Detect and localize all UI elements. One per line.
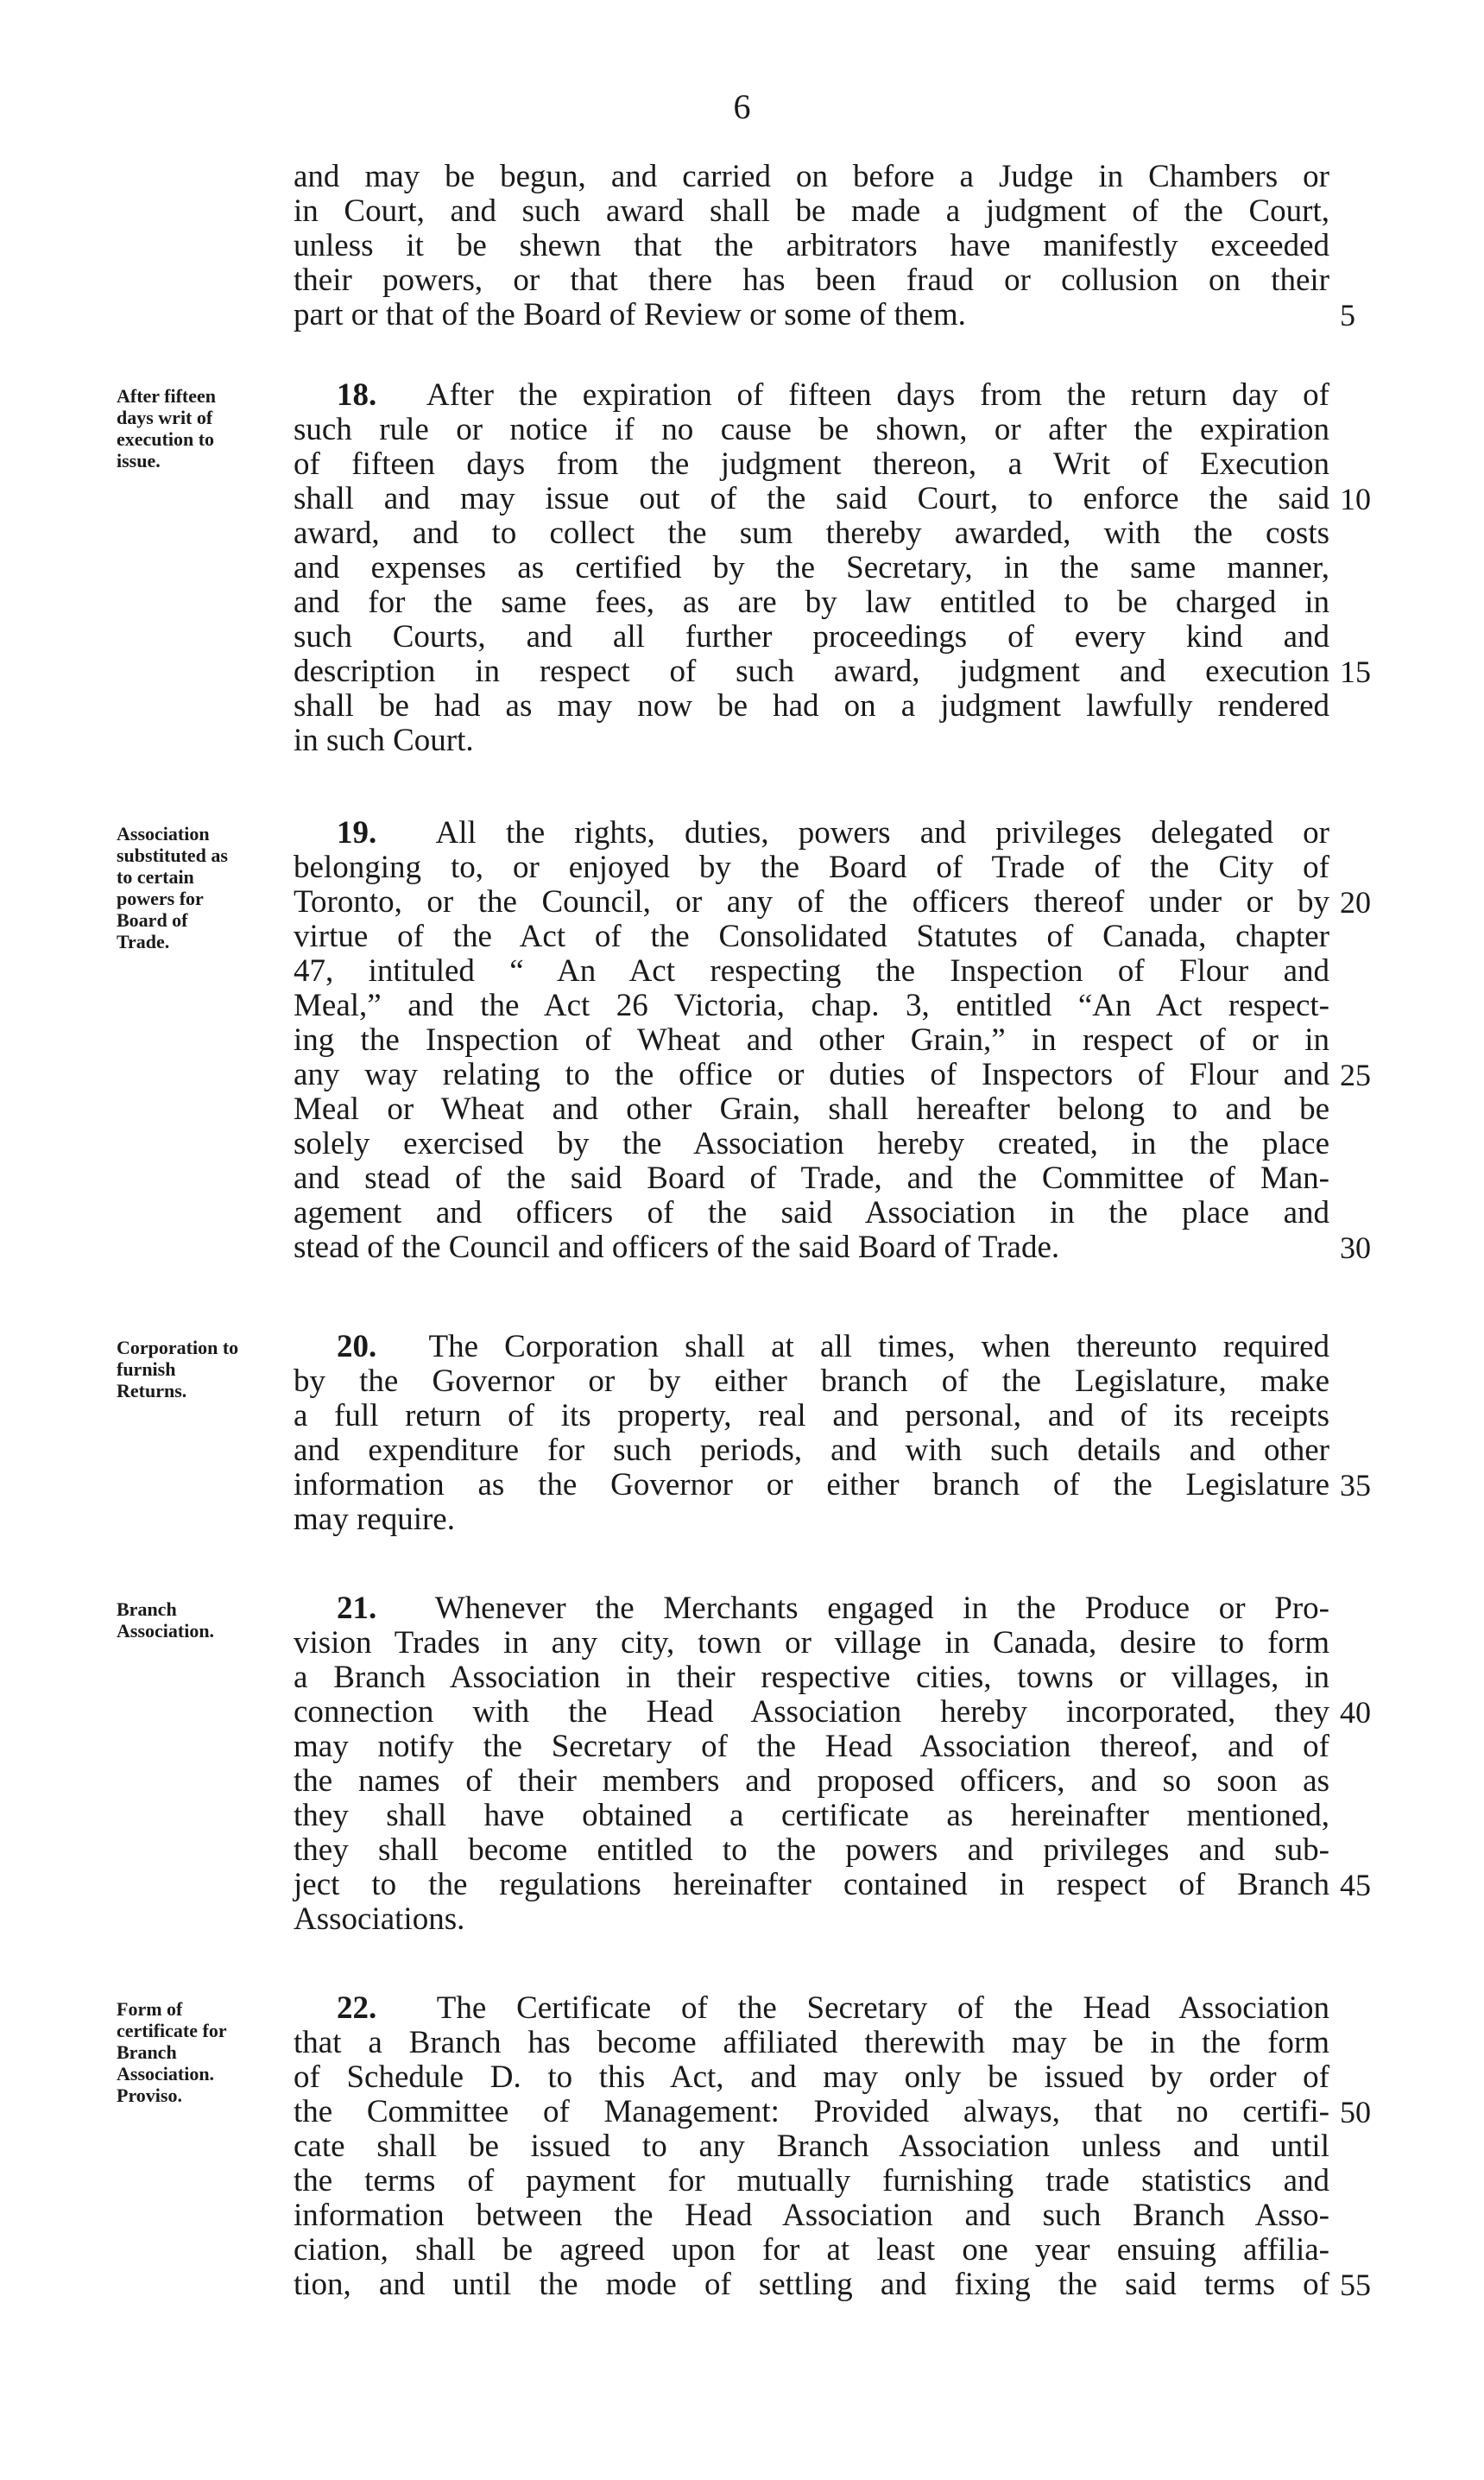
text-line	[294, 1467, 1371, 1503]
text-line	[294, 1867, 1371, 1902]
line-text: Meal,” and the Act 26 Victoria, chap. 3, entitled “An Act respect-	[294, 988, 1329, 1023]
line-text: Whenever the Merchants engaged in the Produce or Pro-	[434, 1591, 1329, 1626]
marginal-note	[117, 1998, 289, 2106]
marginal-note-line: furnish	[117, 1358, 176, 1380]
text-line	[294, 689, 1329, 724]
text-line	[294, 1991, 1329, 2026]
marginal-note-line: Form of	[117, 1998, 183, 2020]
line-text: 47, intituled “ An Act respecting the Inspection of Flour and	[294, 953, 1329, 989]
text-line	[294, 1330, 1329, 1364]
text-line	[294, 1799, 1329, 1833]
line-text: shall be had as may now be had on a judgment lawfully rendered	[294, 688, 1329, 724]
line-text: description in respect of such award, judgment and execution	[294, 654, 1329, 689]
text-line	[294, 1626, 1329, 1661]
line-text: in Court, and such award shall be made a judgment of the Court,	[294, 193, 1329, 229]
section-paragraph	[294, 159, 1355, 332]
line-text: unless it be shewn that the arbitrators have manifestly exceeded	[294, 228, 1329, 263]
line-text: solely exercised by the Association hereby created, in the place	[294, 1126, 1329, 1161]
line-number: 5	[1340, 298, 1355, 332]
line-text: they shall become entitled to the powers and privileges and sub-	[294, 1832, 1329, 1868]
text-line	[294, 1092, 1329, 1127]
text-line	[294, 816, 1329, 851]
text-line	[294, 1196, 1329, 1231]
text-line	[294, 2164, 1329, 2198]
marginal-note-line: to certain	[117, 866, 194, 888]
line-text: the Committee of Management: Provided always, that no certifi-	[294, 2094, 1329, 2129]
line-text: Meal or Wheat and other Grain, shall hereafter belong to and be	[294, 1091, 1329, 1127]
line-text: stead of the Council and officers of the said Board of Trade.	[294, 1230, 1060, 1265]
section-number: 22.	[337, 1990, 407, 2026]
line-number: 40	[1340, 1695, 1371, 1730]
line-number: 20	[1340, 885, 1371, 920]
line-text: in such Court.	[294, 723, 474, 758]
line-text: such Courts, and all further proceedings of every kind and	[294, 619, 1329, 655]
section-paragraph	[294, 1990, 1371, 2302]
line-text: part or that of the Board of Review or some of them.	[294, 297, 966, 332]
line-text: information between the Head Association and such Branch Asso-	[294, 2198, 1329, 2233]
line-text: The Corporation shall at all times, when thereunto required	[428, 1329, 1330, 1364]
marginal-note-line: Proviso.	[117, 2085, 182, 2106]
text-line	[294, 2267, 1371, 2302]
marginal-note	[117, 823, 289, 952]
marginal-note-line: Corporation to	[117, 1337, 239, 1358]
marginal-note-line: Association	[117, 823, 210, 845]
marginal-note-line: After fifteen	[117, 385, 217, 407]
text-line	[294, 194, 1329, 229]
line-number: 15	[1340, 655, 1371, 689]
line-text: ciation, shall be agreed upon for at least one year ensuing affilia-	[294, 2232, 1329, 2268]
text-line	[294, 1833, 1329, 1868]
section-number: 21.	[337, 1591, 406, 1626]
text-line	[294, 447, 1329, 482]
text-line	[294, 1433, 1329, 1468]
text-line	[294, 1694, 1371, 1730]
line-text: tion, and until the mode of settling and fixing the said terms of	[294, 2267, 1329, 2302]
marginal-note	[117, 385, 289, 471]
marginal-note-line: Association.	[117, 1620, 215, 1642]
text-line	[294, 229, 1329, 263]
line-text: a full return of its property, real and personal, and of its receipts	[294, 1398, 1329, 1433]
section-paragraph	[294, 1329, 1371, 1537]
line-text: ing the Inspection of Wheat and other Grain,” in respect of or in	[294, 1022, 1329, 1058]
text-line	[294, 1764, 1329, 1799]
marginal-note-line: Branch	[117, 2041, 177, 2063]
line-text: award, and to collect the sum thereby awarded, with the costs	[294, 516, 1329, 551]
line-text: they shall have obtained a certificate as hereinafter mentioned,	[294, 1798, 1329, 1833]
line-text: a Branch Association in their respective cities, towns or villages, in	[294, 1660, 1329, 1695]
line-text: of Schedule D. to this Act, and may only be issued by order of	[294, 2059, 1329, 2095]
text-line	[294, 724, 1329, 758]
marginal-note-line: days writ of	[117, 407, 213, 428]
section-paragraph	[294, 377, 1371, 758]
line-text: and expenditure for such periods, and with such details and other	[294, 1433, 1329, 1468]
line-number: 50	[1340, 2095, 1371, 2129]
text-line	[294, 160, 1329, 194]
line-text: information as the Governor or either branch of the Legislature	[294, 1467, 1329, 1503]
text-line	[294, 585, 1329, 620]
text-line	[294, 551, 1329, 585]
marginal-note-line: Association.	[117, 2063, 215, 2085]
section-number: 20.	[337, 1329, 403, 1364]
marginal-note-line: execution to	[117, 428, 215, 450]
text-line	[294, 1503, 1329, 1537]
marginal-note	[117, 1598, 289, 1642]
text-line	[294, 989, 1329, 1023]
text-line	[294, 481, 1371, 516]
marginal-note-line: Branch	[117, 1598, 177, 1620]
line-text: any way relating to the office or duties of Inspectors of Flour and	[294, 1057, 1329, 1092]
text-line	[294, 2233, 1329, 2268]
line-number: 45	[1340, 1868, 1371, 1902]
line-text: cate shall be issued to any Branch Association unless and until	[294, 2129, 1329, 2164]
text-line	[294, 620, 1329, 655]
text-line	[294, 954, 1329, 989]
text-line	[294, 851, 1329, 885]
line-text: may require.	[294, 1502, 455, 1537]
line-text: such rule or notice if no cause be shown, or after the expiration	[294, 412, 1329, 447]
marginal-note-line: Trade.	[117, 931, 170, 952]
marginal-note-line: issue.	[117, 450, 161, 471]
line-text: ject to the regulations hereinafter contained in respect of Branch	[294, 1867, 1329, 1902]
line-number: 10	[1340, 482, 1371, 516]
line-text: shall and may issue out of the said Court, to enforce the said	[294, 481, 1329, 516]
line-number: 35	[1340, 1468, 1371, 1503]
line-text: and expenses as certified by the Secretary, in the same manner,	[294, 550, 1329, 585]
line-text: agement and officers of the said Association in the place and	[294, 1195, 1329, 1231]
page-number: 6	[733, 87, 751, 126]
text-line	[294, 2060, 1329, 2095]
section-paragraph	[294, 1591, 1371, 1937]
line-number: 55	[1340, 2268, 1371, 2302]
marginal-note-line: substituted as	[117, 845, 228, 866]
marginal-note-line: powers for	[117, 888, 204, 909]
text-line	[294, 1057, 1371, 1092]
line-text: of fifteen days from the judgment thereon, a Writ of Execution	[294, 446, 1329, 482]
section-number: 19.	[337, 815, 407, 851]
section-number: 18.	[337, 377, 402, 413]
line-text: the terms of payment for mutually furnishing trade statistics and	[294, 2163, 1329, 2198]
marginal-note-line: Returns.	[117, 1380, 187, 1401]
line-text: All the rights, duties, powers and privileges delegated or	[435, 815, 1330, 851]
text-line	[294, 2026, 1329, 2060]
line-number: 30	[1340, 1231, 1371, 1265]
line-text: virtue of the Act of the Consolidated Statutes of Canada, chapter	[294, 919, 1329, 954]
section-paragraph	[294, 815, 1371, 1265]
text-line	[294, 1364, 1329, 1399]
line-text: the names of their members and proposed officers, and so soon as	[294, 1763, 1329, 1799]
line-text: The Certificate of the Secretary of the Head Association	[436, 1990, 1329, 2026]
text-line	[294, 2094, 1371, 2129]
line-text: connection with the Head Association hereby incorporated, they	[294, 1694, 1329, 1730]
line-text: Associations.	[294, 1901, 465, 1937]
line-text: their powers, or that there has been fraud or collusion on their	[294, 263, 1329, 298]
text-line	[294, 413, 1329, 447]
marginal-note-line: certificate for	[117, 2020, 227, 2041]
line-text: vision Trades in any city, town or village in Canada, desire to form	[294, 1625, 1329, 1661]
line-text: and for the same fees, as are by law entitled to be charged in	[294, 585, 1329, 620]
line-text: by the Governor or by either branch of the Legislature, make	[294, 1363, 1329, 1399]
text-line	[294, 297, 1355, 332]
text-line	[294, 263, 1329, 298]
text-line	[294, 1230, 1371, 1265]
text-line	[294, 654, 1371, 689]
text-line	[294, 920, 1329, 954]
text-line	[294, 884, 1371, 920]
line-text: belonging to, or enjoyed by the Board of Trade of the City of	[294, 850, 1329, 885]
text-line	[294, 2198, 1329, 2233]
line-text: that a Branch has become affiliated therewith may be in the form	[294, 2025, 1329, 2060]
text-line	[294, 1730, 1329, 1764]
marginal-note	[117, 1337, 289, 1401]
line-text: Toronto, or the Council, or any of the officers thereof under or by	[294, 884, 1329, 920]
line-text: and may be begun, and carried on before a Judge in Chambers or	[294, 159, 1329, 194]
line-text: and stead of the said Board of Trade, and the Committee of Man-	[294, 1161, 1329, 1196]
text-line	[294, 378, 1329, 413]
line-text: After the expiration of fifteen days from the return day of	[426, 377, 1329, 413]
line-number: 25	[1340, 1058, 1371, 1092]
text-line	[294, 1161, 1329, 1196]
text-line	[294, 1591, 1329, 1626]
text-line	[294, 1902, 1329, 1937]
line-text: may notify the Secretary of the Head Association thereof, and of	[294, 1729, 1329, 1764]
marginal-note-line: Board of	[117, 909, 188, 931]
text-line	[294, 2129, 1329, 2164]
text-line	[294, 516, 1329, 551]
text-line	[294, 1399, 1329, 1433]
text-line	[294, 1127, 1329, 1161]
text-line	[294, 1661, 1329, 1695]
text-line	[294, 1023, 1329, 1058]
